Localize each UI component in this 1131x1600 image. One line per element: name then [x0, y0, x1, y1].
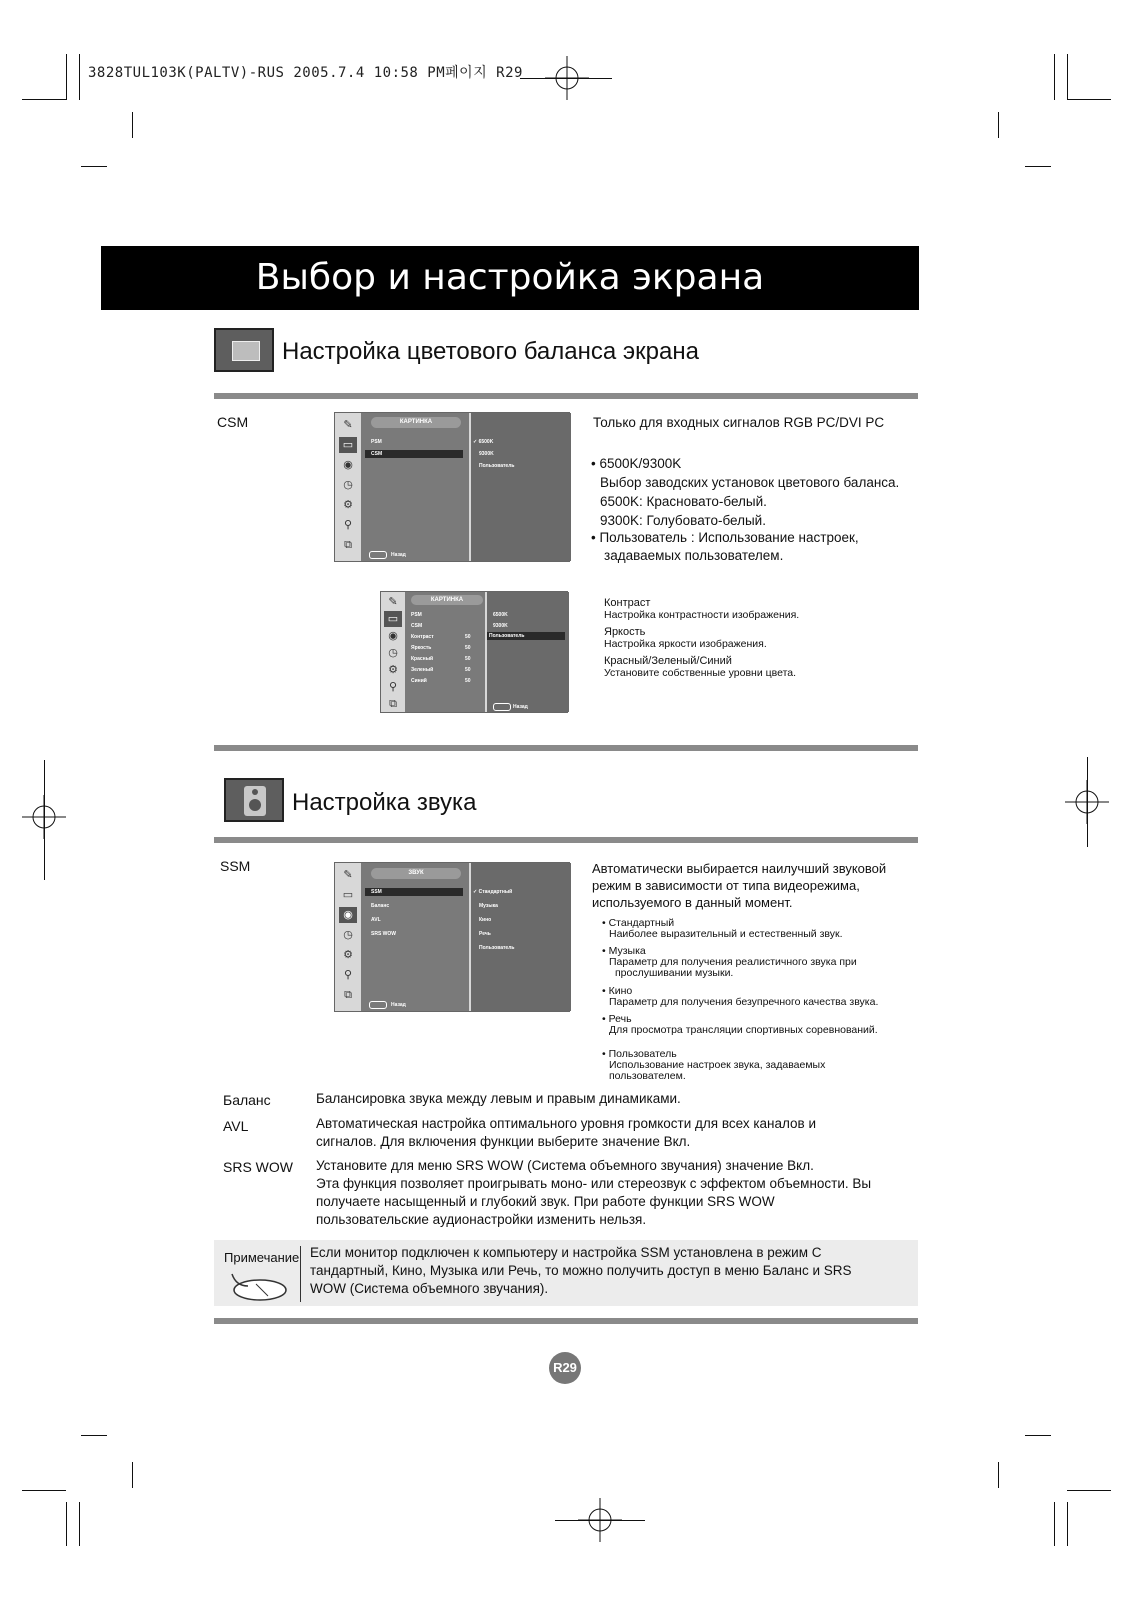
tools-icon: ⚙: [343, 499, 353, 511]
adjust-icon: ✎: [343, 419, 353, 431]
osd-picture-menu: [334, 412, 570, 562]
note-label: Примечание: [224, 1250, 300, 1265]
crop-mark: [132, 1462, 133, 1488]
osd-sound-menu: [334, 862, 570, 1012]
crop-mark: [1054, 1502, 1055, 1546]
srs-wow-label: SRS WOW: [223, 1159, 293, 1175]
crop-mark: [1067, 54, 1068, 100]
color-line: задаваемых пользователем.: [604, 548, 784, 563]
osd-value: 50: [465, 656, 471, 662]
csm-label: CSM: [217, 414, 249, 430]
color-intro: Только для входных сигналов RGB PC/DVI PC: [593, 415, 885, 430]
avl-text: Автоматическая настройка оптимального уровня громкости для всех каналов и: [316, 1116, 816, 1131]
color-line: 6500K: Красновато-белый.: [600, 494, 767, 509]
input-icon: ⧉: [344, 989, 352, 1001]
osd-option: Пользователь: [479, 945, 515, 951]
osd-menu-item: PSM: [411, 612, 422, 618]
section-title-sound: Настройка звука: [292, 789, 477, 816]
osd-tab: КАРТИНКА: [371, 417, 461, 428]
user-item-name: Контраст: [604, 597, 651, 609]
sound-mode-desc: Наиболее выразительный и естественный звук.: [609, 928, 843, 940]
sound-mode-desc: Параметр для получения реалистичного звука при: [609, 956, 857, 968]
osd-picture-user-menu: [380, 591, 568, 713]
sound-mode-name: • Стандартный: [602, 917, 675, 929]
clock-icon: ◷: [343, 479, 353, 491]
section-divider: [214, 393, 918, 399]
osd-menu-button-label: Назад: [391, 552, 406, 558]
crop-mark: [1025, 1435, 1051, 1436]
note-text: тандартный, Кино, Музыка или Речь, то можно получить доступ в меню Баланс и SRS: [310, 1263, 852, 1278]
sound-intro: режим в зависимости от типа видеорежима,: [592, 878, 860, 893]
osd-menu-item: SRS WOW: [371, 931, 396, 937]
osd-option: Пользователь: [479, 463, 515, 469]
crop-mark: [998, 1462, 999, 1488]
srs-wow-text: получаете насыщенный и глубокий звук. При работе функции SRS WOW: [316, 1194, 775, 1209]
crop-mark: [520, 78, 612, 79]
speaker-icon: ◉: [339, 907, 357, 923]
crop-mark: [66, 54, 67, 100]
osd-option: Кино: [479, 917, 492, 923]
osd-option: Музыка: [479, 903, 498, 909]
crop-mark: [1067, 1490, 1111, 1491]
antenna-icon: ⚲: [343, 969, 353, 981]
speaker-icon: [224, 778, 284, 822]
crop-mark: [1054, 54, 1055, 100]
sound-mode-desc: прослушивании музыки.: [615, 967, 734, 979]
adjust-icon: ✎: [388, 596, 398, 608]
picture-icon: ▭: [342, 889, 354, 901]
section-divider: [214, 837, 918, 843]
osd-menu-item: Красный: [411, 656, 434, 662]
crop-mark: [1067, 99, 1111, 100]
osd-menu-button: [369, 1001, 387, 1009]
crop-mark: [1025, 166, 1051, 167]
page-number-badge: R29: [549, 1352, 581, 1384]
ssm-label: SSM: [220, 858, 251, 874]
osd-menu-item: Баланс: [371, 903, 390, 909]
osd-menu-item: AVL: [371, 917, 381, 923]
tools-icon: ⚙: [388, 664, 398, 676]
crop-mark: [132, 112, 133, 138]
picture-icon: [214, 328, 274, 372]
crop-mark: [81, 1435, 107, 1436]
crop-mark: [22, 1490, 66, 1491]
crop-mark: [79, 1502, 80, 1546]
osd-menu-item: Контраст: [411, 634, 434, 640]
mouse-icon: [226, 1266, 292, 1304]
note-box: [214, 1240, 918, 1306]
color-line: • 6500K/9300K: [591, 456, 682, 471]
clock-icon: ◷: [343, 929, 353, 941]
crop-mark: [1067, 1502, 1068, 1546]
sound-mode-desc: пользователем.: [609, 1070, 686, 1082]
osd-menu-item: CSM: [371, 451, 383, 457]
osd-option: 6500K: [493, 612, 508, 618]
osd-menu-item: Синий: [411, 678, 427, 684]
note-text: Если монитор подключен к компьютеру и настройка SSM установлена в режим С: [310, 1245, 822, 1260]
balance-text: Балансировка звука между левым и правым динамиками.: [316, 1091, 681, 1106]
osd-menu-button-label: Назад: [513, 704, 528, 710]
crop-mark: [22, 99, 66, 100]
crop-mark: [79, 54, 80, 100]
balance-label: Баланс: [223, 1092, 271, 1108]
sound-mode-desc: Для просмотра трансляции спортивных соревнований.: [609, 1024, 878, 1036]
osd-value: 50: [465, 667, 471, 673]
osd-menu-item: Яркость: [411, 645, 432, 651]
crop-mark: [555, 1520, 645, 1521]
input-icon: ⧉: [389, 698, 397, 710]
srs-wow-text: Установите для меню SRS WOW (Система объемного звучания) значение Вкл.: [316, 1158, 814, 1173]
crop-mark: [81, 166, 107, 167]
osd-value: 50: [465, 645, 471, 651]
osd-menu-item: Зеленый: [411, 667, 434, 673]
osd-option: 9300K: [479, 451, 494, 457]
speaker-icon: ◉: [343, 459, 353, 471]
osd-tab: ЗВУК: [371, 868, 461, 879]
osd-tab: КАРТИНКА: [411, 595, 483, 605]
avl-label: AVL: [223, 1118, 249, 1134]
sound-mode-name: • Речь: [602, 1013, 632, 1025]
sound-intro: Автоматически выбирается наилучший звуковой: [592, 861, 887, 876]
section-title-color: Настройка цветового баланса экрана: [282, 338, 699, 365]
picture-icon: ▭: [384, 611, 402, 627]
user-item-name: Яркость: [604, 626, 646, 638]
note-text: WOW (Система объемного звучания).: [310, 1281, 549, 1296]
sound-mode-name: • Пользователь: [602, 1048, 677, 1060]
osd-menu-item: CSM: [411, 623, 423, 629]
osd-menu-button: [369, 551, 387, 559]
page-title: Выбор и настройка экрана: [101, 246, 919, 310]
crop-mark: [1087, 757, 1088, 847]
osd-option: 9300K: [493, 623, 508, 629]
clock-icon: ◷: [388, 647, 398, 659]
osd-value: 50: [465, 634, 471, 640]
osd-menu-item: PSM: [371, 439, 382, 445]
srs-wow-text: пользовательские аудионастройки изменить нельзя.: [316, 1212, 647, 1227]
color-line: 9300K: Голубовато-белый.: [600, 513, 766, 528]
osd-menu-item: SSM: [371, 889, 382, 895]
speaker-icon: ◉: [388, 630, 398, 642]
section-divider: [214, 745, 918, 751]
tools-icon: ⚙: [343, 949, 353, 961]
user-item-desc: Настройка яркости изображения.: [604, 638, 767, 650]
osd-option: Речь: [479, 931, 491, 937]
osd-option: ✓ 6500K: [473, 439, 494, 445]
sound-intro: используемого в данный момент.: [592, 895, 793, 910]
sound-mode-desc: Использование настроек звука, задаваемых: [609, 1059, 826, 1071]
user-item-desc: Настройка контрастности изображения.: [604, 609, 800, 621]
srs-wow-text: Эта функция позволяет проигрывать моно- или стереозвук с эффектом объемности. Вы: [316, 1176, 872, 1191]
antenna-icon: ⚲: [388, 681, 398, 693]
user-item-name: Красный/Зеленый/Синий: [604, 655, 732, 667]
sound-mode-desc: Параметр для получения безупречного качества звука.: [609, 996, 879, 1008]
user-item-desc: Установите собственные уровни цвета.: [604, 667, 797, 679]
osd-option: Пользователь: [489, 633, 525, 639]
osd-value: 50: [465, 678, 471, 684]
color-line: • Пользователь : Использование настроек,: [591, 530, 859, 545]
crop-mark: [998, 112, 999, 138]
crop-mark: [66, 1502, 67, 1546]
sound-mode-name: • Музыка: [602, 945, 646, 957]
sound-mode-name: • Кино: [602, 985, 633, 997]
osd-option: ✓ Стандартный: [473, 889, 513, 895]
picture-icon: ▭: [339, 437, 357, 453]
print-header: 3828TUL103K(PALTV)-RUS 2005.7.4 10:58 PM페이지 R29: [88, 65, 523, 81]
color-line: Выбор заводских установок цветового баланса.: [600, 475, 900, 490]
crop-mark: [44, 760, 45, 880]
osd-menu-button-label: Назад: [391, 1002, 406, 1008]
osd-menu-button: [493, 703, 511, 711]
avl-text: сигналов. Для включения функции выберите значение Вкл.: [316, 1134, 691, 1149]
antenna-icon: ⚲: [343, 519, 353, 531]
section-divider: [214, 1318, 918, 1324]
input-icon: ⧉: [344, 539, 352, 551]
adjust-icon: ✎: [343, 869, 353, 881]
